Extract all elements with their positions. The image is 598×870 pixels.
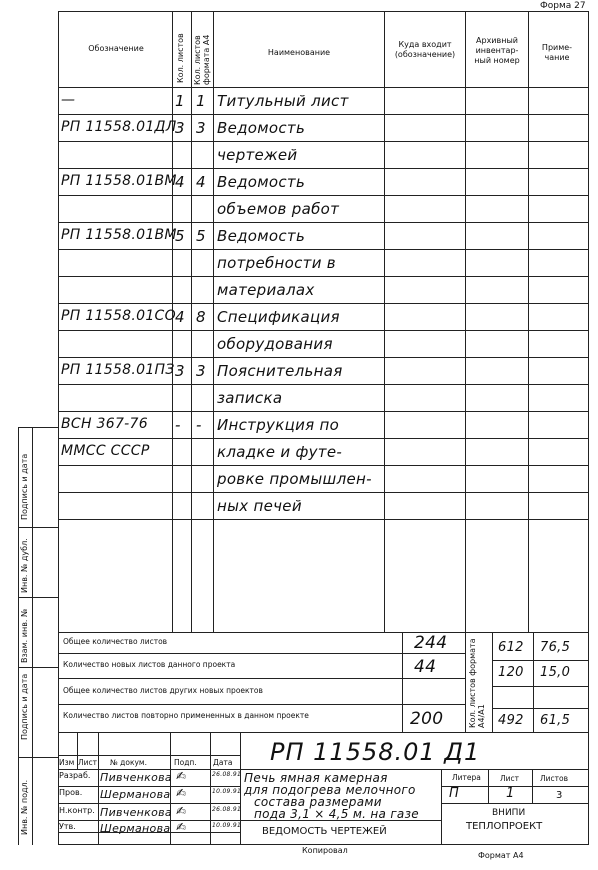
summary-a4-col-label: Кол. листов формата А4/А1	[468, 638, 486, 728]
side-label-inv-podl: Инв. № подл.	[20, 779, 29, 835]
header-name: Наименование	[267, 48, 331, 57]
summary-line-1	[58, 653, 465, 654]
stamp-col-date: Дата	[213, 758, 233, 767]
summary-total-value: 244	[414, 633, 448, 653]
form-label: Форма 27	[540, 1, 586, 11]
row-sheets: -	[175, 416, 181, 434]
table-row-line	[58, 303, 589, 304]
stamp-date: 10.09.91	[212, 788, 242, 795]
stamp-info-left	[441, 769, 442, 845]
header-designation: Обозначение	[88, 44, 144, 53]
col-line-5	[465, 11, 466, 732]
table-row-line	[58, 465, 589, 466]
stamp-col-list: Лист	[78, 758, 98, 767]
side-label-vzam-inv: Взам. инв. №	[20, 608, 29, 663]
table-row-line	[58, 357, 589, 358]
summary-new-label: Количество новых листов данного проекта	[63, 660, 236, 669]
stamp-title-line-1: Печь ямная камерная	[244, 771, 388, 785]
side-div-1	[18, 527, 59, 528]
summary-a4-val-0: 612	[498, 640, 524, 655]
stamp-row-2	[58, 786, 240, 787]
table-row-line	[58, 411, 589, 412]
table-row-line	[58, 195, 589, 196]
table-row-line	[58, 276, 589, 277]
stamp-col-doc: № докум.	[110, 758, 147, 767]
table-row-line	[58, 330, 589, 331]
col-line-6	[528, 11, 529, 632]
summary-reused-value: 200	[410, 709, 444, 729]
stamp-info-row2	[441, 803, 589, 804]
stamp-litera-value: П	[449, 786, 460, 801]
row-a4: 4	[196, 173, 206, 191]
stamp-sheets-label: Листов	[540, 774, 569, 783]
stamp-name: Пивченкова	[100, 771, 172, 784]
side-div-3	[18, 667, 59, 668]
table-row-line	[58, 114, 589, 115]
stamp-col-sign: Подп.	[174, 758, 197, 767]
stamp-org-line-1: ВНИПИ	[492, 808, 526, 818]
frame-left	[58, 11, 59, 845]
row-name: ровке промышлен-	[217, 470, 372, 488]
row-a4: -	[196, 416, 202, 434]
row-designation: РП 11558.01ВМ	[61, 227, 177, 243]
row-a4: 5	[196, 227, 206, 245]
row-name: Ведомость	[217, 173, 306, 191]
table-row-line	[58, 249, 589, 250]
stamp-litera-label: Литера	[452, 773, 481, 782]
row-name: Инструкция по	[217, 416, 340, 434]
stamp-sheet-value: 1	[506, 786, 515, 801]
stamp-signature: ✍	[176, 786, 187, 800]
table-row-line	[58, 492, 589, 493]
row-name: ных печей	[217, 497, 302, 515]
row-a4: 1	[196, 92, 206, 110]
table-row-line	[58, 438, 589, 439]
row-name: чертежей	[217, 146, 298, 164]
footer-copied: Копировал	[302, 846, 348, 855]
stamp-name: Шерманова	[100, 822, 171, 835]
row-name: Спецификация	[217, 308, 340, 326]
summary-right-line-2	[492, 686, 588, 687]
stamp-top	[58, 732, 589, 733]
stamp-signature: ✍	[176, 804, 187, 818]
stamp-row-1	[58, 769, 589, 770]
row-designation: ВСН 367-76	[61, 416, 148, 432]
side-strip-top	[18, 427, 59, 428]
header-note: Приме-чание	[541, 43, 573, 62]
summary-line-2	[58, 678, 465, 679]
summary-top	[58, 632, 589, 633]
row-name: материалах	[217, 281, 315, 299]
summary-a1-val-0: 76,5	[540, 640, 571, 655]
stamp-doc-title: ВЕДОМОСТЬ ЧЕРТЕЖЕЙ	[262, 826, 387, 837]
side-label-signature-date: Подпись и дата	[20, 453, 29, 520]
table-row-line	[58, 141, 589, 142]
stamp-date: 26.08.91	[212, 771, 242, 778]
frame-top	[58, 11, 589, 12]
stamp-name: Шерманова	[100, 788, 171, 801]
row-name: Пояснительная	[217, 362, 343, 380]
summary-a4-val-3: 492	[498, 713, 524, 728]
frame-bottom	[58, 844, 589, 845]
side-div-2	[18, 597, 59, 598]
row-designation: РП 11558.01СО	[61, 308, 176, 324]
table-row-line	[58, 384, 589, 385]
stamp-title-line-2: для подогрева мелочного	[244, 783, 416, 797]
summary-reused-label: Количество листов повторно примененных в данном проекте	[63, 711, 309, 720]
table-row-line	[58, 168, 589, 169]
stamp-role: Утв.	[59, 822, 76, 831]
row-designation: РП 11558.01ДЛ	[61, 119, 177, 135]
row-name: потребности в	[217, 254, 336, 272]
stamp-date: 26.08.91	[212, 806, 242, 813]
col-line-3	[213, 11, 214, 632]
stamp-row-4	[58, 820, 240, 821]
row-sheets: 5	[175, 227, 185, 245]
row-name: Титульный лист	[217, 92, 349, 110]
stamp-title-line-4: пода 3,1 × 4,5 м. на газе	[254, 807, 419, 821]
row-designation: РП 11558.01ПЗ	[61, 362, 175, 378]
row-designation: —	[61, 92, 76, 108]
stamp-row-cols	[58, 755, 240, 756]
stamp-date: 10.09.91	[212, 822, 242, 829]
summary-right-line-1	[492, 660, 588, 661]
header-where: Куда входит (обозначение)	[394, 40, 456, 59]
summary-right-line-3	[492, 708, 588, 709]
row-sheets: 3	[175, 119, 185, 137]
stamp-signature: ✍	[176, 820, 187, 834]
stamp-signature: ✍	[176, 769, 187, 783]
row-designation: ММСС СССР	[61, 443, 150, 459]
stamp-role: Пров.	[59, 788, 83, 797]
header-archive: Архивный инвентар-ный номер	[474, 36, 520, 65]
stamp-col-d	[210, 732, 211, 845]
row-name: Ведомость	[217, 227, 306, 245]
table-row-line	[58, 519, 589, 520]
row-a4: 8	[196, 308, 206, 326]
row-designation: РП 11558.01ВМ	[61, 173, 177, 189]
stamp-role: Н.контр.	[59, 806, 95, 815]
stamp-org-line-2: ТЕПЛОПРОЕКТ	[466, 821, 543, 832]
row-name: объемов работ	[217, 200, 340, 218]
summary-line-3	[58, 704, 465, 705]
row-sheets: 1	[175, 92, 185, 110]
footer-format: Формат А4	[478, 851, 524, 860]
row-sheets: 4	[175, 308, 185, 326]
side-label-inv-dubl: Инв. № дубл.	[20, 538, 29, 593]
stamp-doc-code: РП 11558.01 Д1	[270, 738, 481, 766]
header-qty-a4: Кол. листов формата А4	[193, 34, 211, 85]
side-strip-inner	[32, 427, 33, 845]
stamp-title-line-3: состава размерами	[254, 795, 382, 809]
stamp-sheet-label: Лист	[500, 774, 520, 783]
stamp-col-b	[98, 732, 99, 845]
summary-val-col	[402, 632, 403, 732]
stamp-sheets-value: 3	[556, 790, 563, 801]
stamp-info-row1	[441, 786, 589, 787]
summary-a1-col	[533, 632, 534, 732]
side-label-signature-date-2: Подпись и дата	[20, 673, 29, 740]
row-sheets: 4	[175, 173, 185, 191]
summary-total-label: Общее количество листов	[63, 637, 168, 646]
summary-new-value: 44	[414, 657, 437, 677]
summary-other-label: Общее количество листов других новых проектов	[63, 686, 263, 695]
row-a4: 3	[196, 119, 206, 137]
row-sheets: 3	[175, 362, 185, 380]
col-line-4	[384, 11, 385, 632]
frame-right	[588, 11, 589, 845]
stamp-name: Пивченкова	[100, 806, 172, 819]
stamp-role: Разраб.	[59, 771, 91, 780]
summary-a4-col	[492, 632, 493, 732]
col-line-2	[191, 11, 192, 632]
summary-a1-val-1: 15,0	[540, 665, 571, 680]
stamp-col-izm: Изм	[59, 758, 75, 767]
row-name: записка	[217, 389, 283, 407]
side-div-4	[18, 757, 59, 758]
row-name: оборудования	[217, 335, 333, 353]
table-row-line	[58, 222, 589, 223]
side-strip-left	[18, 427, 19, 845]
row-name: кладке и футе-	[217, 443, 343, 461]
header-bottom	[58, 87, 589, 88]
header-qty-sheets: Кол. листов	[176, 33, 185, 83]
row-name: Ведомость	[217, 119, 306, 137]
row-a4: 3	[196, 362, 206, 380]
summary-a1-val-3: 61,5	[540, 713, 571, 728]
summary-a4-val-1: 120	[498, 665, 524, 680]
stamp-row-3	[58, 803, 240, 804]
